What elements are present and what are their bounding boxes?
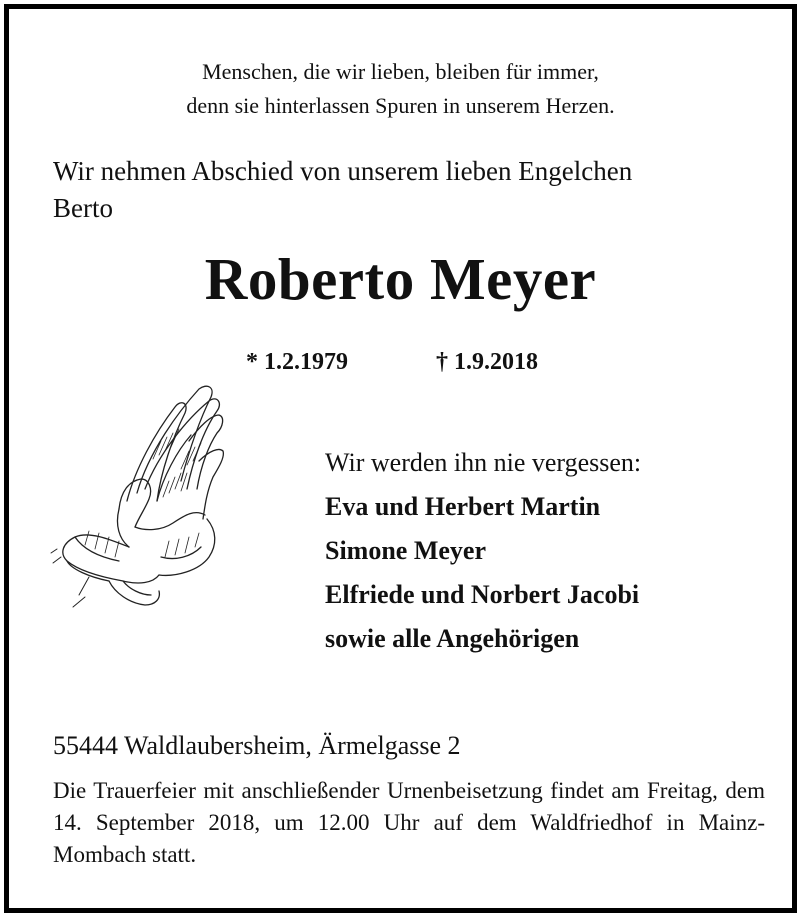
mourner-name: Elfriede und Norbert Jacobi <box>325 580 640 609</box>
death-date: † 1.9.2018 <box>436 349 538 375</box>
birth-date: * 1.2.1979 <box>246 349 348 375</box>
intro-line-2: Berto <box>53 193 113 223</box>
farewell-intro <box>53 153 773 227</box>
mourner-name: Eva und Herbert Martin <box>325 492 601 521</box>
motto-line-1: Menschen, die wir lieben, bleiben für immer, <box>202 59 599 84</box>
motto-quote <box>9 55 792 123</box>
family-address: 55444 Waldlaubersheim, Ärmelgasse 2 <box>53 731 461 760</box>
mourners-lead: Wir werden ihn nie vergessen: <box>325 448 642 477</box>
mourners-list <box>325 441 775 661</box>
intro-line-1: Wir nehmen Abschied von unserem lieben Engelchen <box>53 156 633 186</box>
obituary-frame <box>4 4 797 913</box>
praying-hands-icon <box>49 381 231 613</box>
mourner-name: Simone Meyer <box>325 536 487 565</box>
ceremony-notice: Die Trauerfeier mit anschließender Urnenbeisetzung findet am Freitag, dem 14. September 2018, um 12.00 Uhr auf dem Waldfriedhof in Mainz-Mombach statt. <box>53 778 765 867</box>
mourner-name: sowie alle Angehörigen <box>325 624 580 653</box>
motto-line-2: denn sie hinterlassen Spuren in unserem Herzen. <box>186 93 615 118</box>
deceased-name: Roberto Meyer <box>204 246 597 312</box>
